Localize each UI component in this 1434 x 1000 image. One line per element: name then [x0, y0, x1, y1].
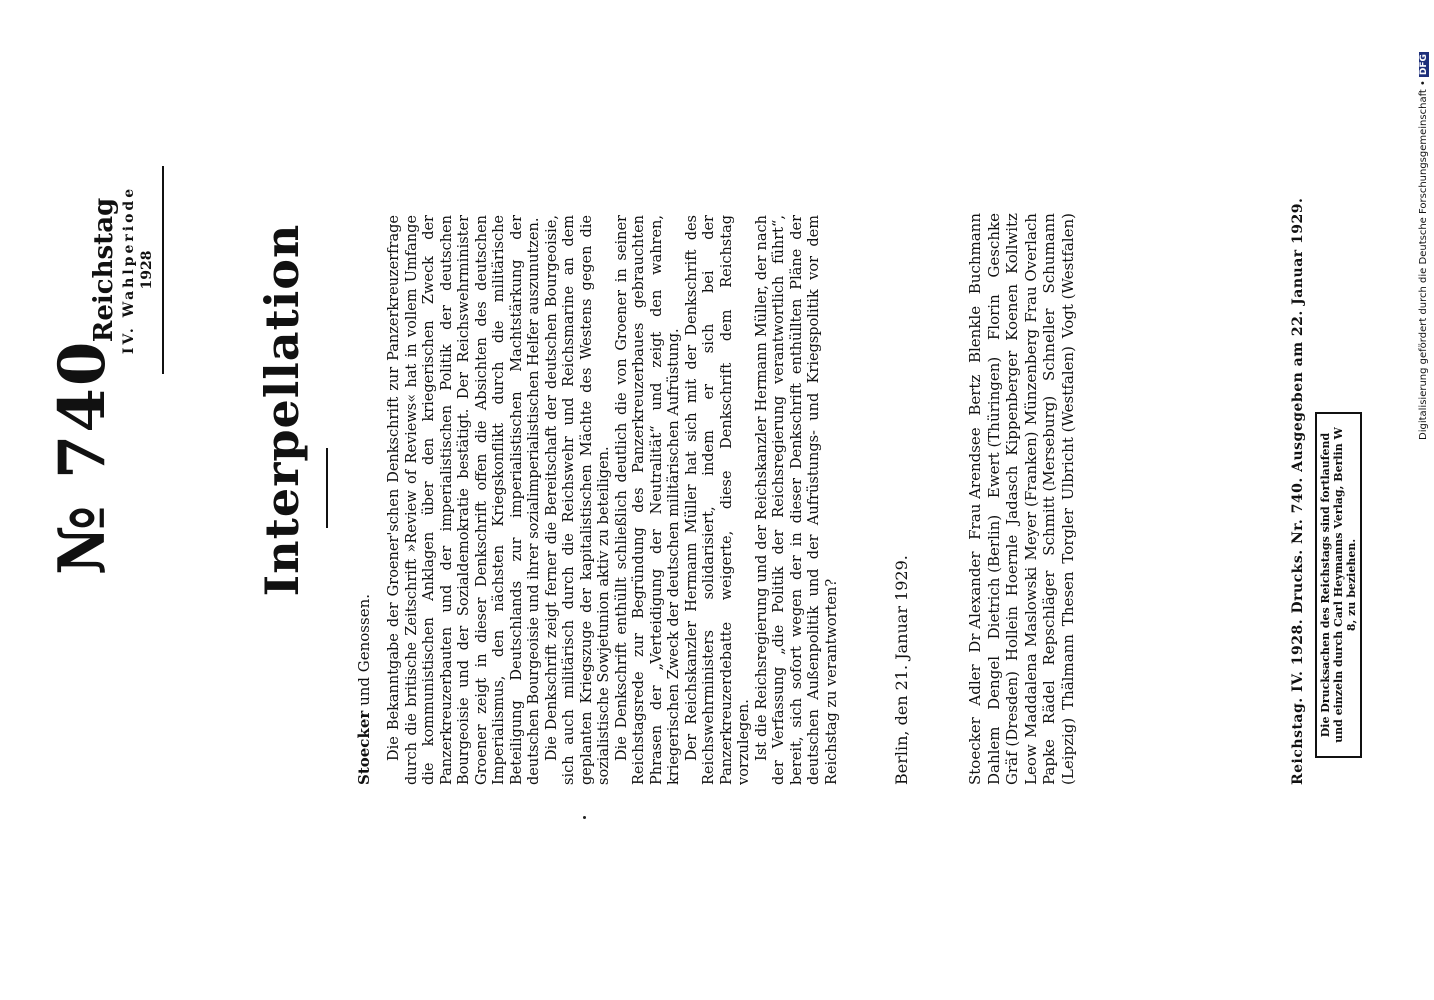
signer-name: Frau Overlach: [1021, 213, 1040, 323]
print-footer: Reichstag. IV. 1928. Drucks. Nr. 740. Ausgegeben am 22. Januar 1929.: [1290, 197, 1306, 785]
body-paragraph: Die Denkschrift enthüllt schließlich deutlich die von Groener in seiner Reichstagsrede zur Begründung des Panzerkreuzerbaues gebrauchten Phrasen der „Verteidigung der Neutralität“ und zeigt den wahren, kriegerischen Zweck der deutschen militärischen Aufrüstung.: [613, 215, 682, 785]
signer-name: Schneller: [1040, 308, 1058, 381]
signer-name: Maddalena: [1021, 653, 1040, 739]
signer-name: Schmitt (Merseburg): [1040, 395, 1058, 556]
signer-name: Maslowski: [1021, 566, 1040, 648]
signer-name: Papke: [1040, 739, 1058, 785]
signer-name: Stoecker: [966, 717, 984, 785]
body-paragraph: Der Reichskanzler Hermann Müller hat sich mit der Denkschrift des Reichswehrministers solidarisiert, indem er sich bei der Panzerkreuzerdebatte weigerte, diese Denkschrift dem Reichstag vorzulegen.: [683, 215, 752, 785]
signer-name: Dahlem: [984, 726, 1003, 785]
signer-name: Gräf (Dresden): [1003, 670, 1021, 785]
signer-name: Buchmann: [966, 213, 984, 295]
signer-name: Torgler: [1058, 508, 1077, 564]
signer-name: Dengel: [984, 656, 1003, 710]
signer-name: Thälmann: [1058, 634, 1077, 710]
signer-name: Florin: [984, 294, 1003, 341]
signer-name: Leow: [1021, 744, 1040, 785]
signer-name: Hoernle: [1003, 534, 1021, 597]
signer-name: Münzenberg: [1021, 328, 1040, 426]
signer-name: Rädel: [1040, 680, 1058, 725]
author-name: Stoecker: [355, 710, 373, 785]
funding-note: [1418, 40, 1429, 440]
signer-name: Schumann: [1040, 213, 1058, 294]
signer-row: [1022, 213, 1041, 785]
scan-speck: [583, 816, 586, 819]
interpellation-body: [386, 215, 841, 785]
signer-name: Blenkle: [966, 305, 984, 364]
authors-line: [355, 594, 373, 785]
distribution-notice: Die Drucksachen des Reichstags sind fortlaufend und einzeln durch Carl Heymanns Verlag, Berlin W 8, zu beziehen.: [1315, 412, 1362, 758]
signer-name: Frau Arendsee: [966, 427, 984, 540]
author-suffix: und Genossen.: [355, 593, 373, 711]
body-paragraph: Die Denkschrift zeigt ferner die Bereitschaft der deutschen Bourgeoisie, sich auch militärisch durch die Reichswehr und Reichsmarine an dem geplanten Kriegszuge der kapitalistischen Mächte des Westens gegen die sozialistische Sowjetunion aktiv zu beteiligen.: [543, 215, 612, 785]
signer-name: Repschläger: [1040, 570, 1058, 666]
body-paragraph: Ist die Reichsregierung und der Reichskanzler Hermann Müller, der nach der Verfassung „die Politik der Reichsregierung verantwortlich führt“, bereit, sich sofort wegen der in dieser Denkschrift enthüllten Pläne der deutschen Außenpolitik und der Aufrüstungs- und Kriegspolitik vor dem Reichstag zu verantworten?: [753, 215, 840, 785]
signer-row: [1040, 213, 1059, 785]
signature-date: Berlin, den 21. Januar 1929.: [892, 555, 911, 785]
signer-name: Ewert (Thüringen): [984, 356, 1003, 499]
signer-name: Vogt (Westfalen): [1058, 213, 1077, 339]
signer-name: (Leipzig): [1058, 717, 1077, 785]
signer-name: Geschke: [984, 213, 1003, 278]
wahlperiode-label: IV. Wahlperiode: [121, 185, 137, 355]
dfg-logo: DFG: [1418, 54, 1429, 76]
wahlperiode-year: 1928: [139, 250, 155, 290]
reichstag-title: Reichstag: [89, 197, 119, 343]
signer-row: [966, 213, 985, 785]
signer-name: Koenen: [1003, 283, 1021, 341]
drucksache-number: № 740: [45, 339, 120, 575]
signer-name: Dietrich (Berlin): [984, 514, 1003, 640]
signer-name: Thesen: [1058, 571, 1077, 627]
funding-text: Digitalisierung gefördert durch die Deutsche Forschungsgemeinschaft •: [1418, 80, 1429, 440]
signer-name: Jadasch: [1003, 465, 1021, 525]
signer-name: Kollwitz: [1003, 213, 1021, 275]
header-rule: [162, 166, 164, 374]
title-rule: [326, 448, 328, 528]
signer-name: Hollein: [1003, 606, 1021, 662]
body-paragraph: Die Bekanntgabe der Groener'schen Denkschrift zur Panzerkreuzerfrage durch die britische Zeitschrift »Review of Reviews« hat in vollem Umfange die kommunistischen Anklagen über den kriegerischen Zweck der Panzerkreuzerbauten und der imperialistischen Politik der deutschen Bourgeoisie und der Sozialdemokratie bestätigt. Der Reichswehrminister Groener zeigt in dieser Denkschrift offen die Absichten des deutschen Imperialismus, den nächsten Kriegskonflikt durch die militärische Beteiligung Deutschlands zur imperialistischen Machtstärkung der deutschen Bourgeoisie und ihrer sozialimperialistischen Helfer auszunutzen.: [386, 215, 542, 785]
signatories: [966, 213, 1077, 785]
signer-row: [1059, 213, 1078, 785]
signer-name: Bertz: [966, 374, 984, 416]
signer-name: Meyer (Franken): [1021, 431, 1040, 561]
document-title: Interpellation: [255, 223, 309, 597]
signer-row: [985, 213, 1004, 785]
signer-row: [1003, 213, 1022, 785]
signer-name: Dr Alexander: [966, 551, 984, 653]
signer-name: Adler: [966, 664, 984, 706]
reichstag-header: [90, 160, 164, 380]
signer-name: Ulbricht (Westfalen): [1058, 346, 1077, 501]
signer-name: Kippenberger: [1003, 350, 1021, 456]
